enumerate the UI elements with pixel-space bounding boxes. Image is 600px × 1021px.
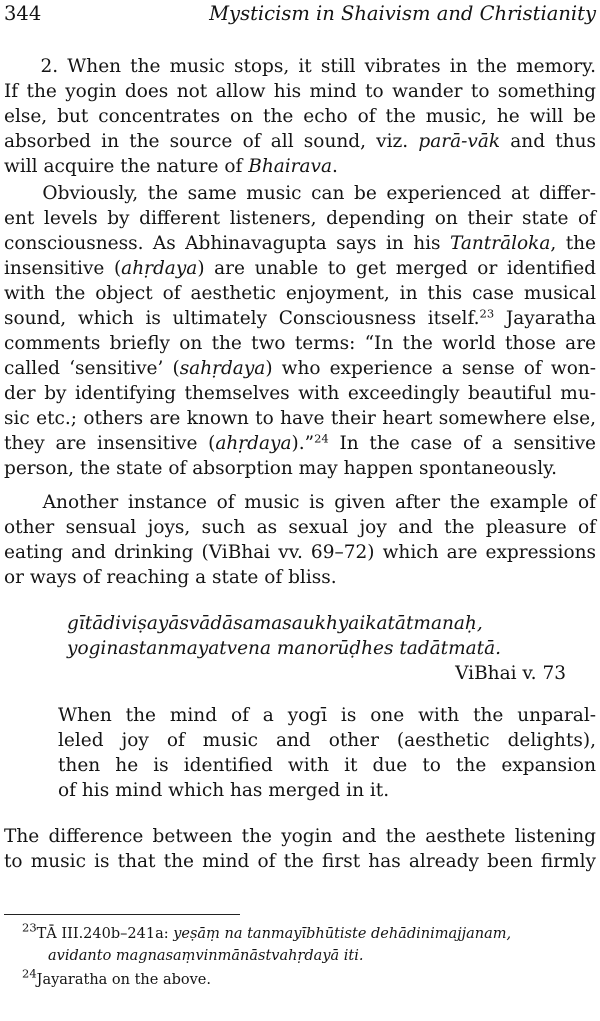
text-run: ) who experience a sense of won- <box>265 358 596 379</box>
text-line <box>4 232 596 256</box>
text-run: sic etc.; others are known to have their heart somewhere else, <box>4 408 596 429</box>
text-run: eating and drinking (ViBhai vv. 69–72) which are expressions <box>4 542 596 563</box>
footnote-rule <box>4 914 240 915</box>
italic-term: sahṛdaya <box>179 358 266 379</box>
text-run: , the <box>550 233 596 254</box>
text-line <box>4 130 596 154</box>
text-run: ) are unable to get merged or identified <box>197 258 596 279</box>
text-run: or ways of reaching a state of bliss. <box>4 567 337 588</box>
verse-source: ViBhai v. 73 <box>455 663 566 684</box>
text-run: Obviously, the same music can be experienced at differ- <box>4 183 596 204</box>
verse-line: yoginastanmayatvena manorūḍhes tadātmatā. <box>67 638 502 659</box>
text-run: Another instance of music is given after the example of <box>4 492 596 513</box>
text-line <box>4 80 596 104</box>
text-run: Jayaratha <box>494 308 596 329</box>
text-line <box>4 491 596 515</box>
text-run: . <box>332 156 338 177</box>
translation-line: leled joy of music and other (aesthetic delights), <box>58 730 596 751</box>
text-run: insensitive ( <box>4 258 122 279</box>
italic-term: Tantrāloka <box>449 233 551 254</box>
text-run: ent levels by different listeners, depending on their state of <box>4 208 596 229</box>
text-line <box>4 357 596 381</box>
text-line <box>4 105 596 129</box>
footnote-mark: 24 <box>22 966 37 981</box>
text-run: absorbed in the source of all sound, viz. <box>4 131 419 152</box>
text-run: In the case of a sensitive <box>328 433 596 454</box>
text-run: The difference between the yogin and the aesthete listening <box>4 826 596 847</box>
text-run: other sensual joys, such as sexual joy and the pleasure of <box>4 517 596 538</box>
footnote-mark: 23 <box>22 920 37 935</box>
text-run: called ‘sensitive’ ( <box>4 358 180 379</box>
text-line <box>4 207 596 231</box>
italic-term: ahṛdaya <box>121 258 198 279</box>
footnote-text-cont: avidanto magnasaṃvinmānāstvahṛdayā iti. <box>48 948 364 964</box>
footnote-ref-mark: 23 <box>479 306 495 321</box>
text-line <box>4 332 596 356</box>
footnote-23 <box>22 920 512 944</box>
text-line <box>4 182 596 206</box>
text-run: der by identifying themselves with exceedingly beautiful mu- <box>4 383 596 404</box>
text-line <box>4 566 337 590</box>
text-line <box>4 541 596 565</box>
text-line <box>4 825 596 849</box>
text-line <box>4 307 596 331</box>
text-run: If the yogin does not allow his mind to wander to something <box>4 81 596 102</box>
footnote-text: yeṣāṃ na tanmayībhūtiste dehādinimajjanam, <box>173 926 512 942</box>
translation-line: When the mind of a yogī is one with the unparal- <box>58 705 596 726</box>
running-header: Mysticism in Shaivism and Christianity <box>209 2 596 25</box>
page-number: 344 <box>4 2 42 25</box>
footnote-24 <box>22 966 212 990</box>
text-run: to music is that the mind of the first has already been firmly <box>4 851 596 872</box>
translation-line: of his mind which has merged in it. <box>58 780 390 801</box>
text-run: will acquire the nature of <box>4 156 249 177</box>
footnote-text: Jayaratha on the above. <box>36 972 212 988</box>
text-run: comments briefly on the two terms: “In the world those are <box>4 333 596 354</box>
text-line <box>4 516 596 540</box>
text-line <box>4 155 338 179</box>
text-run: else, but concentrates on the echo of the music, he will be <box>4 106 596 127</box>
text-line <box>4 282 596 306</box>
translation-line: then he is identified with it due to the expansion <box>58 755 596 776</box>
text-run: sound, which is ultimately Consciousness itself. <box>4 308 480 329</box>
text-run: 2. When the music stops, it still vibrates in the memory. <box>4 56 596 77</box>
italic-term: parā-vāk <box>418 131 501 152</box>
text-run: with the object of aesthetic enjoyment, in this case musical <box>4 283 596 304</box>
text-line <box>4 850 596 874</box>
text-line <box>4 457 557 481</box>
text-line <box>4 432 596 456</box>
italic-term: Bhairava <box>248 156 333 177</box>
text-run: ).” <box>291 433 315 454</box>
text-line <box>4 257 596 281</box>
text-run: person, the state of absorption may happen spontaneously. <box>4 458 558 479</box>
verse-line: gītādiviṣayāsvādāsamasaukhyaikatātmanaḥ, <box>67 613 483 634</box>
text-line <box>4 407 596 431</box>
text-run: consciousness. As Abhinavagupta says in his <box>4 233 450 254</box>
text-run: and thus <box>500 131 596 152</box>
text-line <box>4 382 596 406</box>
text-line <box>4 55 596 79</box>
text-run: they are insensitive ( <box>4 433 216 454</box>
footnote-ref-mark: 24 <box>314 431 329 446</box>
italic-term: ahṛdaya <box>215 433 292 454</box>
footnote-ref: TĀ III.240b–241a: <box>36 926 174 942</box>
